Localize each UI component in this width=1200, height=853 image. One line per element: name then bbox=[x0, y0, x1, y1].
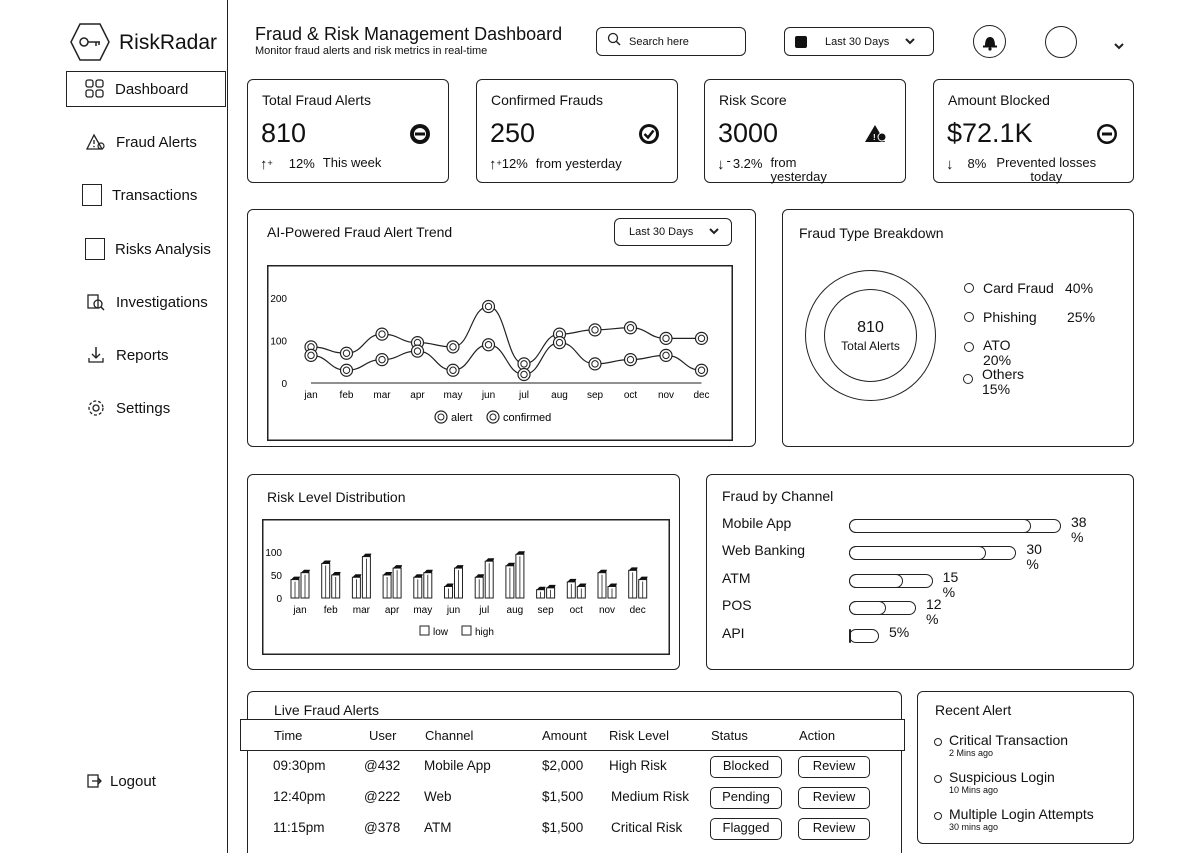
data-point-confirmed bbox=[660, 349, 672, 361]
logout-label: Logout bbox=[110, 772, 156, 790]
bar-top bbox=[393, 565, 402, 568]
arrow-up-icon: ↑ bbox=[260, 156, 268, 173]
x-tick-label: aug bbox=[551, 390, 568, 401]
alert-icon bbox=[86, 132, 106, 152]
table-cell-risk: Critical Risk bbox=[611, 820, 683, 835]
y-tick-label: 100 bbox=[270, 336, 287, 348]
recent-alert-label: Multiple Login Attempts bbox=[949, 806, 1094, 822]
bar-top bbox=[383, 572, 392, 575]
x-tick-label: jul bbox=[518, 390, 530, 401]
sidebar bbox=[0, 0, 228, 853]
x-tick-label: sep bbox=[537, 605, 554, 616]
channel-bar-track bbox=[849, 574, 933, 588]
table-cell-channel: ATM bbox=[424, 820, 452, 835]
legend-value: 40% bbox=[1065, 280, 1094, 296]
kpi-change-sign: + bbox=[267, 158, 273, 168]
gear-icon bbox=[86, 398, 106, 418]
kpi-card-amount-blocked bbox=[933, 79, 1134, 183]
y-tick-label: 200 bbox=[270, 294, 287, 305]
kpi-value: 810 bbox=[261, 118, 307, 148]
channel-value: 12 % bbox=[925, 596, 942, 627]
live-alerts-title: Live Fraud Alerts bbox=[274, 702, 380, 718]
x-tick-label: feb bbox=[323, 605, 338, 616]
breakdown-legend-item bbox=[964, 280, 1093, 296]
kpi-change bbox=[260, 156, 393, 173]
donut-center bbox=[824, 289, 917, 382]
bar-top bbox=[424, 570, 433, 573]
legend-marker-alert bbox=[435, 411, 447, 423]
data-point-confirmed bbox=[483, 339, 495, 351]
channel-bar-track bbox=[849, 601, 916, 615]
recent-alert-time: 2 Mins ago bbox=[949, 748, 994, 758]
sidebar-item-fraud-alerts[interactable] bbox=[70, 124, 228, 160]
data-point-alert bbox=[447, 341, 459, 353]
data-point-confirmed bbox=[696, 364, 708, 376]
kpi-change-percent: 3.2% bbox=[732, 156, 763, 171]
sidebar-item-transactions[interactable] bbox=[66, 177, 224, 213]
legend-dot bbox=[964, 312, 974, 322]
legend-label-alert: alert bbox=[451, 412, 473, 424]
channel-bar-track bbox=[849, 546, 1016, 560]
profile-chevron-down-icon[interactable] bbox=[1114, 37, 1124, 55]
channel-bar-track bbox=[849, 629, 879, 643]
investigate-icon bbox=[86, 292, 106, 312]
table-cell-time: 12:40pm bbox=[273, 789, 326, 804]
date-filter-dropdown[interactable] bbox=[784, 27, 934, 56]
bar-top bbox=[445, 584, 454, 587]
recent-alert-label: Critical Transaction bbox=[949, 732, 1069, 748]
y-tick-label: 0 bbox=[281, 379, 287, 390]
table-cell-amount: $1,500 bbox=[542, 789, 584, 804]
avatar[interactable] bbox=[1045, 26, 1077, 58]
table-cell-time: 09:30pm bbox=[273, 758, 326, 773]
breakdown-legend-item bbox=[964, 338, 1011, 368]
recent-alert-item[interactable] bbox=[934, 732, 1068, 758]
kpi-change-sign: - bbox=[726, 153, 731, 168]
status-badge[interactable]: Flagged bbox=[710, 818, 782, 840]
recent-alert-item[interactable] bbox=[934, 806, 1094, 832]
data-point-confirmed bbox=[625, 354, 637, 366]
bar-top bbox=[455, 565, 464, 568]
bar-top bbox=[332, 572, 341, 575]
search-box[interactable] bbox=[596, 27, 746, 56]
legend-value: 25% bbox=[1067, 309, 1096, 325]
x-tick-label: jun bbox=[481, 390, 496, 401]
x-tick-label: jul bbox=[479, 605, 490, 616]
bullet-icon bbox=[934, 775, 942, 783]
channel-label: POS bbox=[722, 597, 752, 613]
kpi-title: Total Fraud Alerts bbox=[262, 92, 371, 108]
sidebar-item-label: Investigations bbox=[116, 293, 208, 311]
data-point-alert bbox=[589, 324, 601, 336]
y-tick-label: 100 bbox=[265, 548, 282, 559]
kpi-title: Confirmed Frauds bbox=[491, 92, 604, 108]
table-cell-risk: High Risk bbox=[609, 758, 667, 773]
check-circle-icon bbox=[637, 122, 661, 146]
trend-filter-label: Last 30 Days bbox=[629, 226, 694, 238]
sidebar-item-label: Fraud Alerts bbox=[116, 133, 197, 151]
x-tick-label: mar bbox=[352, 605, 371, 616]
notification-bell-icon[interactable] bbox=[973, 25, 1006, 58]
table-cell-channel: Web bbox=[424, 789, 452, 804]
column-header-time: Time bbox=[274, 728, 303, 743]
logout-button[interactable] bbox=[68, 763, 226, 799]
bar-top bbox=[639, 577, 648, 580]
trend-line-chart bbox=[267, 265, 733, 441]
channel-bar-fill bbox=[849, 574, 903, 588]
sidebar-item-label: Reports bbox=[116, 346, 169, 364]
fraud-type-breakdown-card bbox=[782, 209, 1134, 447]
bar-top bbox=[537, 587, 546, 590]
bar-top bbox=[322, 561, 331, 564]
table-header bbox=[240, 719, 905, 751]
data-point-confirmed bbox=[447, 364, 459, 376]
column-header-user: User bbox=[369, 728, 397, 743]
channel-label: ATM bbox=[722, 570, 751, 586]
channel-bar-track bbox=[849, 519, 1061, 533]
square-icon bbox=[85, 239, 105, 259]
recent-alert-label: Suspicious Login bbox=[949, 769, 1055, 785]
data-point-alert bbox=[625, 322, 637, 334]
channel-title: Fraud by Channel bbox=[722, 488, 834, 504]
x-tick-label: apr bbox=[384, 605, 400, 616]
data-point-confirmed bbox=[376, 354, 388, 366]
search-input[interactable]: Search here bbox=[629, 35, 689, 48]
sidebar-item-label: Settings bbox=[116, 399, 171, 417]
kpi-change-note: from yesterday bbox=[535, 156, 622, 171]
data-point-confirmed bbox=[341, 364, 353, 376]
x-tick-label: aug bbox=[506, 605, 524, 616]
column-header-action: Action bbox=[799, 728, 836, 743]
table-cell-user: @432 bbox=[364, 758, 401, 773]
breakdown-legend-item bbox=[964, 309, 1095, 325]
fraud-alert-trend-card bbox=[247, 209, 756, 447]
x-tick-label: jun bbox=[446, 605, 461, 616]
bar-top bbox=[598, 570, 607, 573]
legend-value: 20% bbox=[983, 352, 1012, 368]
recent-alert-item[interactable] bbox=[934, 769, 1055, 795]
x-tick-label: nov bbox=[657, 390, 675, 401]
kpi-change-percent: 12% bbox=[501, 156, 528, 171]
channel-value: 30 % bbox=[1026, 541, 1042, 572]
review-button[interactable]: Review bbox=[798, 818, 870, 840]
x-tick-label: may bbox=[443, 390, 463, 401]
channel-label: Web Banking bbox=[722, 542, 806, 558]
sidebar-item-reports[interactable] bbox=[70, 337, 228, 373]
review-button[interactable]: Review bbox=[798, 756, 870, 778]
legend-label-low: low bbox=[433, 627, 449, 638]
recent-alert-card bbox=[917, 691, 1134, 844]
legend-label: Phishing bbox=[983, 309, 1037, 325]
y-tick-label: 50 bbox=[270, 571, 282, 582]
channel-value: 15 % bbox=[942, 569, 959, 600]
x-tick-label: mar bbox=[373, 390, 391, 401]
kpi-value: 250 bbox=[490, 118, 536, 148]
sidebar-item-label: Transactions bbox=[112, 186, 198, 204]
channel-label: Mobile App bbox=[722, 515, 792, 531]
sidebar-item-dashboard[interactable] bbox=[66, 71, 226, 107]
legend-dot bbox=[964, 283, 974, 293]
data-point-confirmed bbox=[589, 358, 601, 370]
svg-text:!: ! bbox=[873, 133, 876, 142]
logo-icon bbox=[70, 23, 110, 61]
bullet-icon bbox=[934, 738, 942, 746]
bar-top bbox=[629, 567, 638, 570]
arrow-up-icon: ↑ bbox=[489, 156, 497, 173]
x-tick-label: apr bbox=[410, 390, 425, 401]
data-point-confirmed bbox=[412, 345, 424, 357]
minus-circle-icon bbox=[1095, 122, 1119, 146]
column-header-amount: Amount bbox=[542, 728, 587, 743]
square-icon bbox=[82, 185, 102, 205]
legend-label-confirmed: confirmed bbox=[503, 412, 552, 424]
kpi-title: Risk Score bbox=[719, 92, 787, 108]
data-point-alert bbox=[341, 347, 353, 359]
data-point-alert bbox=[696, 332, 708, 344]
channel-bar-fill bbox=[849, 601, 886, 615]
legend-label: Card Fraud bbox=[983, 280, 1054, 296]
status-badge[interactable]: Blocked bbox=[710, 756, 782, 778]
bar-top bbox=[577, 584, 586, 587]
minus-circle-icon bbox=[408, 122, 432, 146]
review-button[interactable]: Review bbox=[798, 787, 870, 809]
legend-label: Others bbox=[982, 366, 1025, 382]
donut-center-label: Total Alerts bbox=[841, 338, 900, 353]
table-cell-amount: $2,000 bbox=[542, 758, 584, 773]
bar-top bbox=[291, 577, 300, 580]
data-point-alert bbox=[483, 301, 495, 313]
recent-alert-time: 10 Mins ago bbox=[949, 785, 999, 795]
legend-marker-low bbox=[420, 626, 429, 635]
x-tick-label: sep bbox=[586, 390, 604, 401]
kpi-value: $72.1K bbox=[947, 118, 1033, 148]
sidebar-item-settings[interactable] bbox=[70, 390, 228, 426]
app-name: RiskRadar bbox=[119, 31, 218, 54]
trend-title: AI-Powered Fraud Alert Trend bbox=[267, 224, 453, 240]
x-tick-label: dec bbox=[629, 605, 646, 616]
kpi-change-note: from yesterday bbox=[770, 155, 827, 184]
bar-top bbox=[506, 563, 515, 566]
x-tick-label: dec bbox=[693, 390, 710, 401]
arrow-down-icon: ↓ bbox=[717, 156, 725, 173]
trend-filter-dropdown[interactable] bbox=[614, 218, 732, 246]
legend-marker-high bbox=[462, 626, 471, 635]
donut-center-value: 810 bbox=[857, 318, 884, 336]
x-tick-label: may bbox=[413, 605, 433, 616]
kpi-card-confirmed-frauds bbox=[476, 79, 678, 183]
bar-top bbox=[516, 551, 525, 554]
kpi-card-total-fraud-alerts bbox=[247, 79, 449, 183]
bar-top bbox=[608, 584, 617, 587]
legend-value: 15% bbox=[982, 381, 1011, 397]
calendar-icon bbox=[795, 36, 807, 48]
bar-top bbox=[414, 574, 423, 577]
status-badge[interactable]: Pending bbox=[710, 787, 782, 809]
column-header-channel: Channel bbox=[425, 728, 474, 743]
sidebar-item-label: Risks Analysis bbox=[115, 240, 211, 258]
table-cell-risk: Medium Risk bbox=[611, 789, 690, 804]
x-tick-label: jan bbox=[293, 605, 307, 616]
y-tick-label: 0 bbox=[276, 594, 282, 605]
data-point-confirmed bbox=[554, 337, 566, 349]
x-tick-label: nov bbox=[598, 605, 616, 616]
series-line-confirmed bbox=[311, 343, 702, 375]
data-point-confirmed bbox=[518, 369, 530, 381]
warning-icon bbox=[865, 122, 889, 146]
page-subtitle: Monitor fraud alerts and risk metrics in real-time bbox=[255, 45, 488, 57]
fraud-by-channel-card bbox=[706, 474, 1134, 670]
sidebar-item-label: Dashboard bbox=[115, 80, 189, 98]
sidebar-item-risks-analysis[interactable] bbox=[69, 231, 227, 267]
recent-alert-time: 30 mins ago bbox=[949, 822, 999, 832]
column-header-risk-level: Risk Level bbox=[609, 728, 669, 743]
legend-label: ATO bbox=[983, 337, 1011, 353]
channel-value: 38 % bbox=[1071, 514, 1087, 545]
x-tick-label: jan bbox=[304, 390, 318, 401]
channel-value: 5% bbox=[889, 624, 910, 640]
legend-label-high: high bbox=[475, 627, 494, 638]
table-cell-user: @222 bbox=[364, 789, 401, 804]
legend-marker-confirmed bbox=[487, 411, 499, 423]
x-tick-label: oct bbox=[569, 605, 583, 616]
recent-alert-title: Recent Alert bbox=[935, 702, 1012, 718]
legend-dot bbox=[964, 342, 974, 352]
table-cell-amount: $1,500 bbox=[542, 820, 584, 835]
grid-icon bbox=[85, 79, 105, 99]
page-title: Fraud & Risk Management Dashboard bbox=[255, 24, 563, 44]
kpi-change-note: Prevented losses today bbox=[996, 155, 1097, 184]
bar-top bbox=[301, 570, 310, 573]
kpi-title: Amount Blocked bbox=[948, 92, 1050, 108]
sidebar-item-investigations[interactable] bbox=[70, 284, 228, 320]
series-line-alert bbox=[311, 307, 702, 364]
x-tick-label: oct bbox=[623, 390, 638, 401]
data-point-confirmed bbox=[305, 349, 317, 361]
download-icon bbox=[86, 345, 106, 365]
legend-dot bbox=[963, 374, 973, 384]
table-cell-user: @378 bbox=[364, 820, 401, 835]
bar-top bbox=[352, 574, 361, 577]
table-cell-time: 11:15pm bbox=[273, 820, 325, 835]
kpi-change bbox=[946, 156, 1098, 184]
bar-top bbox=[362, 554, 371, 557]
breakdown-legend-item bbox=[964, 367, 1024, 397]
x-tick-label: feb bbox=[339, 390, 354, 401]
breakdown-title: Fraud Type Breakdown bbox=[799, 225, 944, 241]
data-point-alert bbox=[376, 328, 388, 340]
column-header-status: Status bbox=[711, 728, 748, 743]
channel-bar-fill bbox=[849, 629, 851, 643]
kpi-card-risk-score bbox=[704, 79, 906, 183]
kpi-change-sign: + bbox=[496, 158, 502, 168]
chevron-down-icon bbox=[905, 36, 915, 48]
kpi-change-percent: 12% bbox=[288, 156, 315, 171]
kpi-change-note: This week bbox=[322, 155, 382, 170]
bar-top bbox=[547, 585, 556, 588]
data-point-alert bbox=[660, 332, 672, 344]
chevron-down-icon bbox=[709, 226, 719, 238]
channel-label: API bbox=[722, 625, 745, 641]
risk-bar-chart bbox=[262, 519, 670, 655]
logout-icon bbox=[84, 771, 104, 791]
kpi-change bbox=[717, 153, 834, 184]
search-icon bbox=[607, 32, 621, 51]
kpi-value: 3000 bbox=[718, 118, 779, 148]
kpi-change bbox=[489, 156, 622, 173]
bar-top bbox=[475, 574, 484, 577]
date-filter-label: Last 30 Days bbox=[825, 35, 890, 48]
channel-bar-fill bbox=[849, 519, 1031, 533]
channel-bar-fill bbox=[849, 546, 986, 560]
bullet-icon bbox=[934, 812, 942, 820]
risk-dist-title: Risk Level Distribution bbox=[267, 489, 406, 505]
risk-level-distribution-card bbox=[247, 474, 680, 670]
arrow-down-icon: ↓ bbox=[946, 156, 954, 173]
bar-top bbox=[485, 558, 494, 561]
table-cell-channel: Mobile App bbox=[424, 758, 491, 773]
kpi-change-percent: 8% bbox=[967, 156, 987, 171]
bar-top bbox=[567, 579, 576, 582]
